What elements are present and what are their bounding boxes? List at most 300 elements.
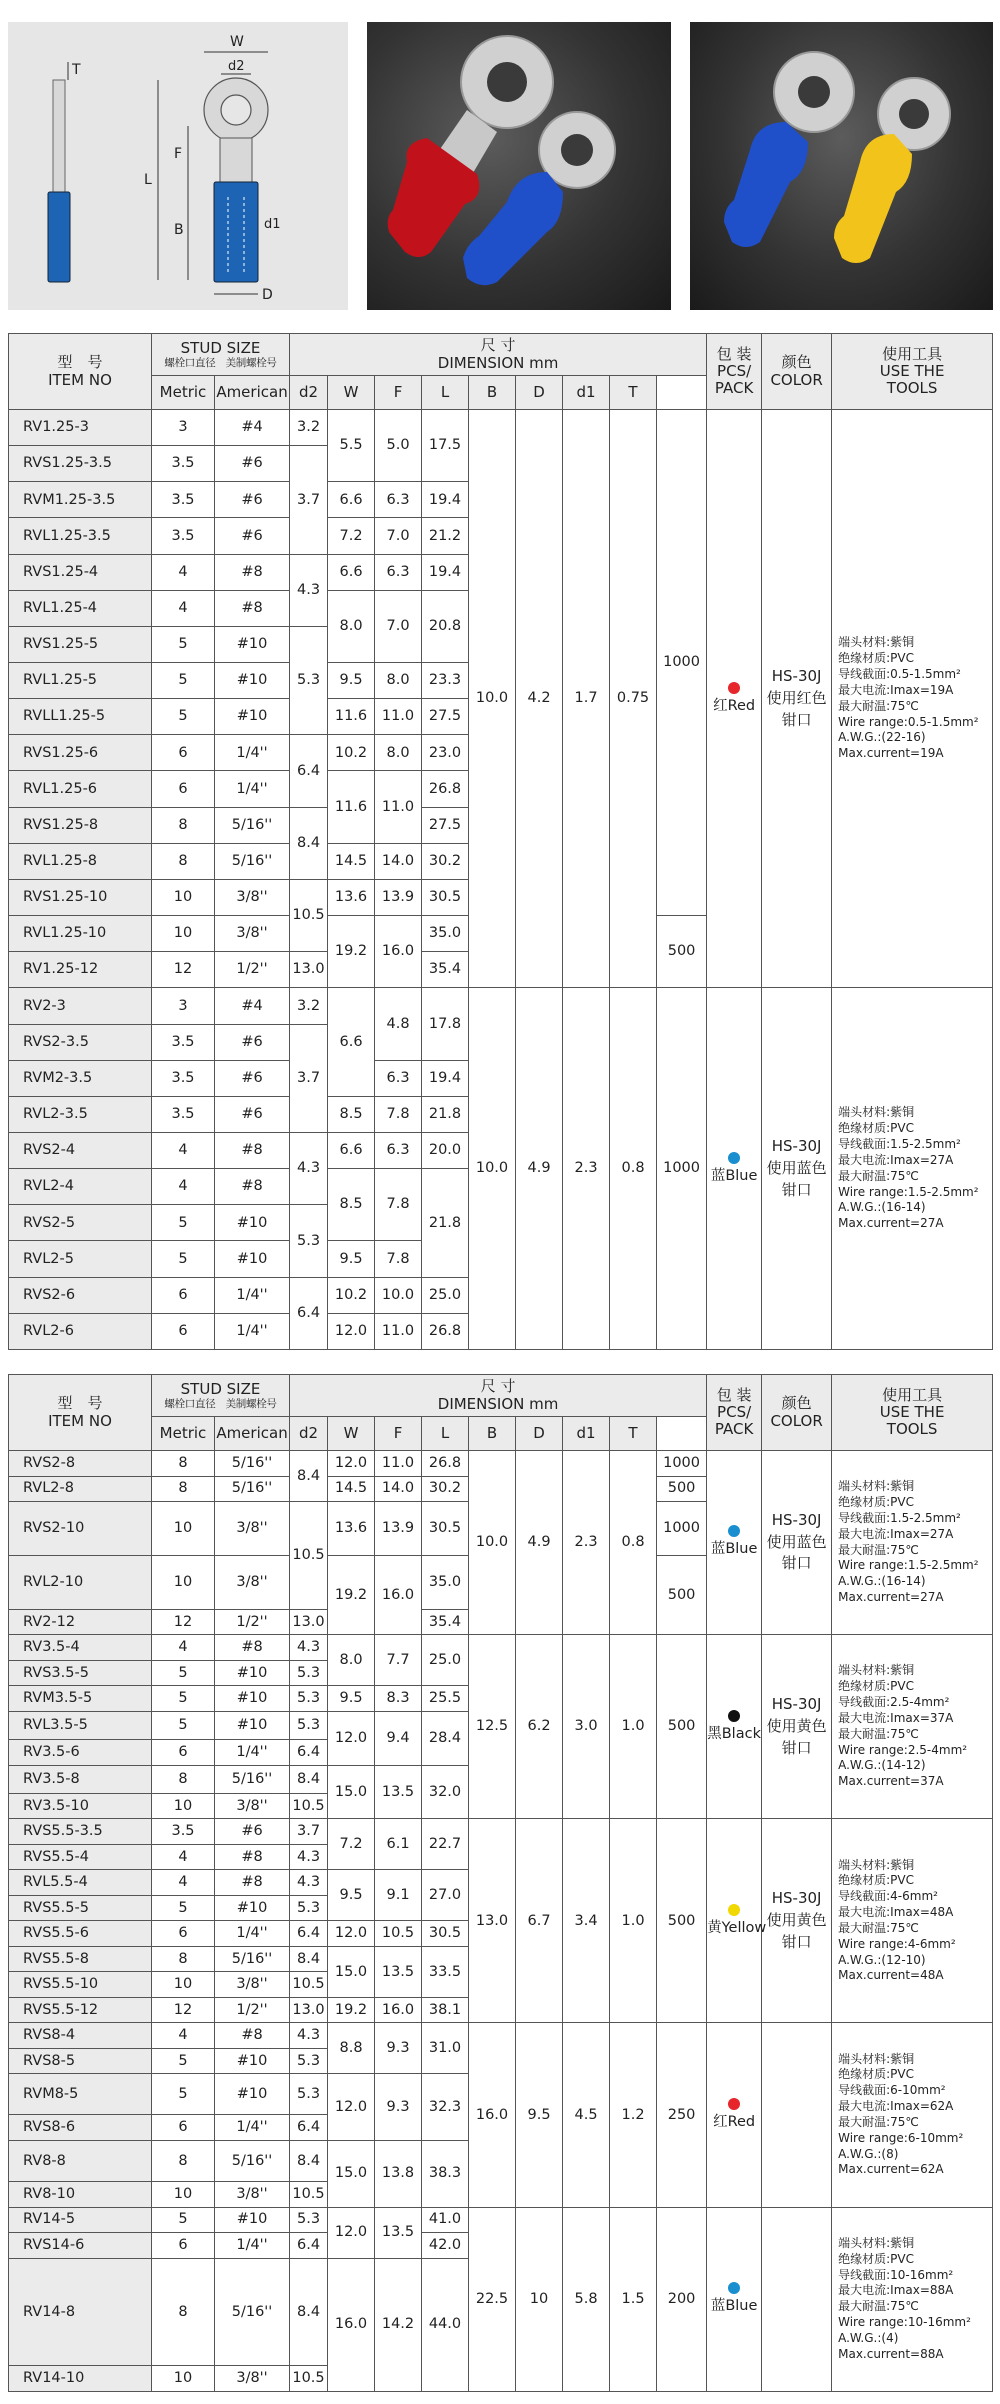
spec-table-2 [8,1374,993,2392]
dim-d2: 3.7 [290,1819,328,1845]
explanation-line: 绝缘材质:PVC [838,651,914,666]
american-size: 1/4'' [215,2233,290,2259]
dim-F: 13.8 [375,2140,422,2207]
dim-D: 4.9 [516,988,563,1350]
explanation-line: Wire range:6-10mm² [838,2130,964,2145]
item-no: RV14-10 [9,2366,152,2392]
color-en: Black [721,1725,761,1742]
color-dot-icon [728,682,740,694]
pack-qty: 250 [657,2023,707,2207]
color-cell [707,988,762,1350]
explanation-line: A.W.G.:(16-14) [838,1200,926,1215]
dim-L: 30.5 [422,879,469,915]
dim-d2: 8.4 [290,2258,328,2366]
metric-size: 10 [152,1502,215,1556]
explanation-line: 绝缘材质:PVC [838,2251,914,2266]
color-cn: 红 [713,2113,728,2130]
dim-d1: 5.8 [563,2207,610,2391]
dim-L: 23.0 [422,735,469,771]
item-no: RVLL1.25-5 [9,699,152,735]
american-size: 3/8'' [215,2182,290,2208]
table-1-section-2 [9,988,993,1350]
dim-L: 26.8 [422,771,469,807]
dim-F: 11.0 [375,1313,422,1349]
explanation-line: 绝缘材质:PVC [838,1873,914,1888]
metric-size: 5 [152,1711,215,1739]
hdr2-B: B [469,1417,516,1451]
hdr2-tool-en2: TOOLS [886,1420,938,1439]
color-cell [707,410,762,988]
explanation-line: A.W.G.:(12-10) [838,1952,926,1967]
item-no: RVL2-6 [9,1313,152,1349]
tool-text: HS-30J [771,1510,822,1529]
dim-W: 9.5 [328,1241,375,1277]
label-d2: d2 [228,59,245,74]
metric-size: 4 [152,1635,215,1661]
american-size: #10 [215,1686,290,1712]
item-no: RV1.25-12 [9,952,152,988]
explanation-cell [832,1635,993,1819]
explanation-line: 绝缘材质:PVC [838,1495,914,1510]
metric-size: 6 [152,2115,215,2141]
item-no: RVS1.25-4 [9,554,152,590]
dim-L: 32.0 [422,1765,469,1819]
color-dot-icon [728,2098,740,2110]
item-no: RVL1.25-6 [9,771,152,807]
metric-size: 3.5 [152,446,215,482]
item-no: RVS1.25-5 [9,626,152,662]
explanation-cell [832,2207,993,2391]
color-en: Red [727,2113,756,2130]
item-no: RVS5.5-4 [9,1844,152,1870]
american-size: #6 [215,446,290,482]
american-size: 5/16'' [215,2140,290,2181]
dim-W: 9.5 [328,1686,375,1712]
dim-F: 6.3 [375,1060,422,1096]
dim-L: 17.8 [422,988,469,1060]
dim-F: 7.7 [375,1635,422,1686]
hdr-item-en: ITEM NO [48,370,112,389]
metric-size: 6 [152,1277,215,1313]
american-size: 1/4'' [215,1313,290,1349]
metric-size: 5 [152,1660,215,1686]
item-no: RV14-5 [9,2207,152,2233]
color-cn: 红 [713,697,728,714]
metric-size: 5 [152,2048,215,2074]
explanation-line: 最大电流:Imax=48A [838,1905,954,1920]
hdr-dim-cn: 尺 寸 [480,336,516,355]
dim-F: 14.0 [375,1476,422,1502]
explanation-cell [832,1819,993,2023]
dim-L: 38.3 [422,2140,469,2207]
item-no: RVL5.5-4 [9,1870,152,1896]
hdr-metric: Metric [152,376,215,410]
explanation-line: A.W.G.:(8) [838,2146,899,2161]
table-row [9,410,993,446]
hdr-d1: d1 [563,376,610,410]
item-no: RVS1.25-8 [9,807,152,843]
hdr2-dim-en: DIMENSION mm [437,1394,559,1413]
dim-L: 30.5 [422,1921,469,1947]
dim-L: 30.5 [422,1502,469,1556]
label-B: B [174,222,184,238]
american-size: 3/8'' [215,1972,290,1998]
dim-W: 11.6 [328,699,375,735]
hdr2-pack-en2: PACK [714,1420,754,1439]
explanation-line: 端头材料:紫铜 [838,1857,915,1872]
dim-d2: 3.2 [290,410,328,446]
explanation-line: 最大电流:Imax=27A [838,1152,954,1167]
hdr-stud-cn2: 美制螺栓号 [225,357,277,370]
metric-size: 6 [152,735,215,771]
hdr2-stud-cn1: 螺栓口直径 [164,1398,216,1411]
dim-L: 44.0 [422,2258,469,2391]
metric-size: 5 [152,662,215,698]
dim-d2: 6.4 [290,735,328,807]
american-size: 1/2'' [215,1609,290,1635]
tool-cell [762,1819,832,2023]
american-size: 3/8'' [215,879,290,915]
color-cell [707,2023,762,2207]
pack-qty: 500 [657,1555,707,1634]
dim-W: 6.6 [328,482,375,518]
metric-size: 8 [152,1476,215,1502]
spec-table-1 [8,333,993,1350]
dim-d2: 10.5 [290,1972,328,1998]
dim-L: 22.7 [422,1819,469,1870]
item-no: RVS2-3.5 [9,1024,152,1060]
dim-F: 9.3 [375,2074,422,2141]
diagram-insulation [214,182,258,282]
item-no: RVS5.5-8 [9,1946,152,1972]
table-row [9,2023,993,2049]
color-cn: 黄 [707,1919,722,1936]
hdr2-color-cn: 颜色 [781,1394,812,1413]
explanation-cell [832,988,993,1350]
dim-d2: 3.7 [290,1024,328,1132]
dim-L: 19.4 [422,482,469,518]
label-D: D [262,287,273,303]
american-size: 5/16'' [215,843,290,879]
metric-size: 6 [152,1921,215,1947]
dim-T: 0.75 [610,410,657,988]
dim-F: 6.1 [375,1819,422,1870]
yellow-terminal [834,134,912,263]
metric-size: 3.5 [152,518,215,554]
dim-d2: 5.3 [290,2048,328,2074]
dim-W: 12.0 [328,1313,375,1349]
item-no: RVM1.25-3.5 [9,482,152,518]
dim-L: 26.8 [422,1313,469,1349]
dim-d2: 5.3 [290,1895,328,1921]
pack-qty: 500 [657,1476,707,1502]
blue-terminal-2 [724,122,808,247]
dim-B: 22.5 [469,2207,516,2391]
american-size: 3/8'' [215,2366,290,2392]
dim-F: 11.0 [375,1451,422,1477]
table-row [9,1635,993,1661]
dim-L: 27.5 [422,699,469,735]
american-size: #10 [215,1205,290,1241]
american-size: 1/4'' [215,1277,290,1313]
american-size: #8 [215,1635,290,1661]
hdr-color-en: COLOR [770,370,823,389]
item-no: RVS2-8 [9,1451,152,1477]
dim-W: 12.0 [328,1711,375,1765]
tool-cell-empty [762,2207,832,2391]
item-no: RV1.25-3 [9,410,152,446]
tool-text: 钳口 [781,1180,812,1199]
explanation-line: A.W.G.:(14-12) [838,1758,926,1773]
explanation-line: 端头材料:紫铜 [838,1479,915,1494]
dim-F: 13.9 [375,879,422,915]
american-size: #6 [215,518,290,554]
explanation-line: 导线截面:2.5-4mm² [838,1695,950,1710]
dim-d2: 5.3 [290,626,328,734]
explanation-line: Max.current=48A [838,1968,944,1983]
dim-L: 30.2 [422,843,469,879]
metric-size: 6 [152,1740,215,1766]
dim-W: 8.0 [328,1635,375,1686]
hdr2-d1: d1 [563,1417,610,1451]
metric-size: 10 [152,1793,215,1819]
dim-B: 10.0 [469,410,516,988]
dim-d2: 8.4 [290,1946,328,1972]
metric-size: 6 [152,2233,215,2259]
dim-L: 35.4 [422,1609,469,1635]
dim-d2: 10.5 [290,2366,328,2392]
pack-qty: 1000 [657,988,707,1350]
explanation-line: Max.current=62A [838,2162,944,2177]
dim-W: 9.5 [328,662,375,698]
hdr-pack-en1: PCS/ [717,361,752,380]
table-2-header [9,1375,993,1451]
american-size: 3/8'' [215,915,290,951]
metric-size: 5 [152,2074,215,2115]
metric-size: 10 [152,879,215,915]
dim-d2: 4.3 [290,1844,328,1870]
american-size: #8 [215,1870,290,1896]
dim-T: 0.8 [610,1451,657,1635]
hdr2-dim-cn: 尺 寸 [480,1377,516,1396]
dim-F: 13.5 [375,1765,422,1819]
hdr-F: F [375,376,422,410]
metric-size: 6 [152,1313,215,1349]
dim-F: 16.0 [375,1997,422,2023]
item-no: RVL1.25-8 [9,843,152,879]
dim-L: 42.0 [422,2233,469,2259]
dim-B: 16.0 [469,2023,516,2207]
explanation-line: 最大耐温:75℃ [838,1542,919,1557]
american-size: #6 [215,1024,290,1060]
dim-W: 5.5 [328,410,375,482]
item-no: RVS2-10 [9,1502,152,1556]
dim-L: 41.0 [422,2207,469,2233]
american-size: #8 [215,1844,290,1870]
american-size: #10 [215,1241,290,1277]
explanation-line: 最大电流:Imax=27A [838,1526,954,1541]
tool-text: HS-30J [771,667,822,686]
item-no: RVS5.5-6 [9,1921,152,1947]
american-size: 3/8'' [215,1502,290,1556]
dim-W: 12.0 [328,1451,375,1477]
metric-size: 3.5 [152,1060,215,1096]
explanation-line: 导线截面:10-16mm² [838,2267,954,2282]
dim-L: 19.4 [422,554,469,590]
explanation-line: 最大耐温:75℃ [838,1920,919,1935]
dim-L: 23.3 [422,662,469,698]
hdr2-stud-en: STUD SIZE [180,1379,261,1398]
dim-F: 9.3 [375,2023,422,2074]
american-size: 5/16'' [215,1476,290,1502]
dim-d2: 5.3 [290,1686,328,1712]
dim-W: 8.0 [328,590,375,662]
dim-L: 21.8 [422,1096,469,1132]
dim-W: 19.2 [328,1997,375,2023]
explanation-line: 最大耐温:75℃ [838,2299,919,2314]
american-size: 3/8'' [215,1555,290,1609]
metric-size: 6 [152,771,215,807]
metric-size: 10 [152,2366,215,2392]
item-no: RVS8-5 [9,2048,152,2074]
item-no: RV3.5-6 [9,1740,152,1766]
explanation-line: Wire range:1.5-2.5mm² [838,1184,979,1199]
dim-L: 31.0 [422,2023,469,2074]
explanation-line: A.W.G.:(4) [838,2330,899,2345]
dim-W: 13.6 [328,879,375,915]
item-no: RVM2-3.5 [9,1060,152,1096]
dim-L: 20.8 [422,590,469,662]
metric-size: 5 [152,1205,215,1241]
explanation-line: 绝缘材质:PVC [838,1121,914,1136]
dim-W: 6.6 [328,988,375,1096]
color-dot-icon [728,1525,740,1537]
dim-F: 13.9 [375,1502,422,1556]
dim-d1: 1.7 [563,410,610,988]
dim-d2: 6.4 [290,2115,328,2141]
explanation-cell [832,1451,993,1635]
explanation-line: Wire range:10-16mm² [838,2315,971,2330]
item-no: RVM3.5-5 [9,1686,152,1712]
tool-text: 钳口 [781,1932,812,1951]
dim-W: 8.5 [328,1096,375,1132]
dim-F: 4.8 [375,988,422,1060]
metric-size: 10 [152,1972,215,1998]
item-no: RVM8-5 [9,2074,152,2115]
american-size: #8 [215,1133,290,1169]
metric-size: 5 [152,699,215,735]
dim-F: 13.5 [375,1946,422,1997]
american-size: #10 [215,2048,290,2074]
hdr2-F: F [375,1417,422,1451]
american-size: 5/16'' [215,807,290,843]
hdr2-pack-en1: PCS/ [717,1402,752,1421]
item-no: RVS3.5-5 [9,1660,152,1686]
table-row [9,1451,993,1477]
explanation-line: 导线截面:1.5-2.5mm² [838,1137,961,1152]
american-size: 1/4'' [215,1740,290,1766]
metric-size: 4 [152,1169,215,1205]
metric-size: 3 [152,988,215,1024]
hdr-item-cn: 型 号 [57,353,103,372]
dim-d2: 5.3 [290,1711,328,1739]
item-no: RVL2-4 [9,1169,152,1205]
item-no: RVS8-4 [9,2023,152,2049]
american-size: #8 [215,590,290,626]
hdr2-tool-cn: 使用工具 [882,1385,943,1404]
hdr2-W: W [328,1417,375,1451]
explanation-line: Wire range:0.5-1.5mm² [838,714,979,729]
dim-d1: 2.3 [563,1451,610,1635]
dim-F: 9.1 [375,1870,422,1921]
american-size: #10 [215,699,290,735]
american-size: #4 [215,410,290,446]
product-image-strip [0,0,1000,330]
item-no: RVS5.5-3.5 [9,1819,152,1845]
dim-d2: 3.7 [290,446,328,554]
american-size: #10 [215,1711,290,1739]
dim-L: 25.0 [422,1277,469,1313]
dim-d2: 4.3 [290,2023,328,2049]
metric-size: 5 [152,2207,215,2233]
hdr-B: B [469,376,516,410]
metric-size: 4 [152,1844,215,1870]
metric-size: 8 [152,807,215,843]
table-1-section-1 [9,410,993,988]
hdr-tool-en1: USE THE [879,361,945,380]
dim-F: 6.3 [375,554,422,590]
explanation-line: 最大电流:Imax=19A [838,682,954,697]
dim-F: 16.0 [375,915,422,987]
label-W: W [230,34,244,50]
explanation-line: 最大耐温:75℃ [838,698,919,713]
tool-cell-empty [762,2023,832,2207]
dim-F: 8.0 [375,662,422,698]
label-L: L [144,172,152,188]
hdr2-T: T [610,1417,657,1451]
hdr-pack-en2: PACK [714,379,754,398]
american-size: #8 [215,554,290,590]
item-no: RVS2-5 [9,1205,152,1241]
metric-size: 12 [152,1997,215,2023]
color-cell [707,1635,762,1819]
dim-L: 35.4 [422,952,469,988]
explanation-line: Wire range:2.5-4mm² [838,1742,968,1757]
explanation-line: Wire range:1.5-2.5mm² [838,1558,979,1573]
dim-W: 11.6 [328,771,375,843]
hdr2-L: L [422,1417,469,1451]
item-no: RVS8-6 [9,2115,152,2141]
dim-T: 0.8 [610,988,657,1350]
dim-d2: 3.2 [290,988,328,1024]
item-no: RVL1.25-3.5 [9,518,152,554]
american-size: #10 [215,2207,290,2233]
explanation-line: Max.current=27A [838,1216,944,1231]
explanation-line: 最大耐温:75℃ [838,1168,919,1183]
explanation-line: 最大电流:Imax=62A [838,2099,954,2114]
item-no: RV2-12 [9,1609,152,1635]
dim-L: 20.0 [422,1133,469,1169]
dim-L: 28.4 [422,1711,469,1765]
item-no: RVS2-4 [9,1133,152,1169]
metric-size: 10 [152,1555,215,1609]
item-no: RVS1.25-3.5 [9,446,152,482]
dim-W: 12.0 [328,2074,375,2141]
dim-F: 14.2 [375,2258,422,2391]
item-no: RVS5.5-12 [9,1997,152,2023]
dim-F: 8.0 [375,735,422,771]
item-no: RVL2-5 [9,1241,152,1277]
